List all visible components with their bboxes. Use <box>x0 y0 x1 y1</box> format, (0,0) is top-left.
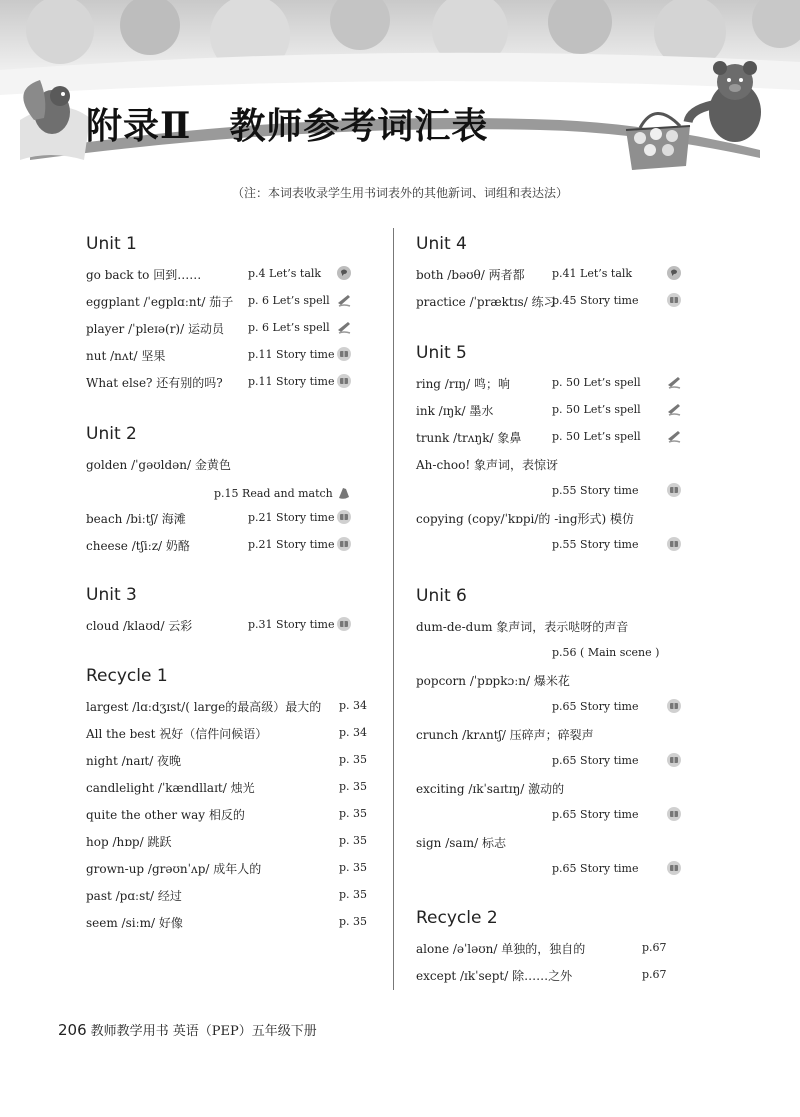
story-icon <box>666 806 682 822</box>
page-reference: p.41 Let’s talk <box>552 267 633 280</box>
section-heading: Unit 5 <box>416 343 467 363</box>
talk-icon <box>666 265 682 281</box>
section-heading: Unit 4 <box>416 234 467 254</box>
vocab-entry: seem /siːm/ 好像 <box>86 916 183 930</box>
vocab-entry: dum-de-dum 象声词，表示哒呀的声音 <box>416 620 629 634</box>
spell-icon <box>666 401 682 417</box>
vocab-entry: cheese /tʃiːz/ 奶酪 <box>86 539 190 553</box>
page-reference: p. 50 Let’s spell <box>552 376 641 389</box>
spell-icon <box>336 292 352 308</box>
spell-icon <box>336 319 352 335</box>
page-reference: p. 35 <box>339 807 368 820</box>
spell-icon <box>666 374 682 390</box>
vocab-entry: copying (copy/ˈkɒpi/的 -ing形式) 模仿 <box>416 512 635 526</box>
page-reference: p.65 Story time <box>552 700 639 713</box>
vocab-entry: ink /ɪŋk/ 墨水 <box>416 404 494 418</box>
vocab-entry: crunch /krʌntʃ/ 压碎声；碎裂声 <box>416 728 594 742</box>
page-reference: p.21 Story time <box>248 538 335 551</box>
vocab-entry: exciting /ɪkˈsaɪtɪŋ/ 激动的 <box>416 782 565 796</box>
section-heading: Recycle 2 <box>416 908 498 928</box>
page-reference: p.15 Read and match <box>214 487 333 500</box>
vocab-entry: night /naɪt/ 夜晚 <box>86 754 182 768</box>
page-reference: p. 50 Let’s spell <box>552 403 641 416</box>
page-reference: p.11 Story time <box>248 375 335 388</box>
page-reference: p. 6 Let’s spell <box>248 294 330 307</box>
vocab-entry: sign /saɪn/ 标志 <box>416 836 507 850</box>
vocab-entry: quite the other way 相反的 <box>86 808 245 822</box>
story-icon <box>336 616 352 632</box>
page-reference: p. 6 Let’s spell <box>248 321 330 334</box>
vocab-entry: go back to 回到…… <box>86 268 202 282</box>
story-icon <box>336 509 352 525</box>
vocab-entry: All the best 祝好（信件问候语） <box>86 727 268 741</box>
page-reference: p.55 Story time <box>552 538 639 551</box>
vocab-entry: popcorn /ˈpɒpkɔːn/ 爆米花 <box>416 674 570 688</box>
section-heading: Recycle 1 <box>86 666 168 686</box>
footer-text: 教师教学用书 英语（PEP）五年级下册 <box>90 1024 317 1039</box>
page-reference: p.45 Story time <box>552 294 639 307</box>
vocab-entry: except /ɪkˈsept/ 除……之外 <box>416 969 573 983</box>
page-reference: p. 35 <box>339 780 368 793</box>
page-reference: p.4 Let’s talk <box>248 267 322 280</box>
page-reference: p.56 ( Main scene ) <box>552 646 660 659</box>
vocab-entry: cloud /klaʊd/ 云彩 <box>86 619 193 633</box>
page-number: 206 <box>58 1021 87 1039</box>
page-reference: p. 35 <box>339 834 368 847</box>
section-heading: Unit 3 <box>86 585 137 605</box>
vocab-entry: golden /ˈgəʊldən/ 金黄色 <box>86 458 231 472</box>
vocab-entry: alone /əˈləʊn/ 单独的，独自的 <box>416 942 586 956</box>
column-divider <box>393 228 394 990</box>
vocab-entry: player /ˈpleɪə(r)/ 运动员 <box>86 322 224 336</box>
page-reference: p.31 Story time <box>248 618 335 631</box>
page-reference: p. 35 <box>339 888 368 901</box>
vocab-entry: nut /nʌt/ 坚果 <box>86 349 166 363</box>
page-reference: p.67 <box>642 968 667 981</box>
page-footer <box>58 1020 317 1039</box>
section-heading: Unit 2 <box>86 424 137 444</box>
page-reference: p.21 Story time <box>248 511 335 524</box>
page-reference: p. 35 <box>339 915 368 928</box>
appendix-label: 附录Ⅱ <box>86 105 192 147</box>
vocab-entry: past /pɑːst/ 经过 <box>86 889 182 903</box>
vocab-entry: trunk /trʌŋk/ 象鼻 <box>416 431 522 445</box>
title-text: 教师参考词汇表 <box>229 105 489 147</box>
vocab-entry: eggplant /ˈegplɑːnt/ 茄子 <box>86 295 234 309</box>
page-reference: p. 35 <box>339 753 368 766</box>
page-reference: p.55 Story time <box>552 484 639 497</box>
story-icon <box>336 373 352 389</box>
story-icon <box>666 698 682 714</box>
vocab-entry: ring /rɪŋ/ 鸣；响 <box>416 377 511 391</box>
story-icon <box>336 536 352 552</box>
page-title <box>86 98 488 149</box>
page-reference: p. 35 <box>339 861 368 874</box>
section-heading: Unit 1 <box>86 234 137 254</box>
page-reference: p. 34 <box>339 726 368 739</box>
read-icon <box>336 485 352 501</box>
story-icon <box>666 292 682 308</box>
header-note: （注：本词表收录学生用书词表外的其他新词、词组和表达法） <box>231 186 568 200</box>
vocab-entry: hop /hɒp/ 跳跃 <box>86 835 172 849</box>
page-reference: p.67 <box>642 941 667 954</box>
story-icon <box>666 482 682 498</box>
page-reference: p.65 Story time <box>552 862 639 875</box>
vocab-entry: largest /lɑːdʒɪst/( large的最高级）最大的 <box>86 700 322 714</box>
page-reference: p.11 Story time <box>248 348 335 361</box>
story-icon <box>336 346 352 362</box>
spell-icon <box>666 428 682 444</box>
section-heading: Unit 6 <box>416 586 467 606</box>
talk-icon <box>336 265 352 281</box>
vocab-entry: grown-up /grəʊnˈʌp/ 成年人的 <box>86 862 262 876</box>
vocab-entry: beach /biːtʃ/ 海滩 <box>86 512 186 526</box>
vocab-entry: practice /ˈpræktɪs/ 练习 <box>416 295 556 309</box>
page-reference: p. 50 Let’s spell <box>552 430 641 443</box>
story-icon <box>666 860 682 876</box>
story-icon <box>666 752 682 768</box>
vocab-entry: candlelight /ˈkændllaɪt/ 烛光 <box>86 781 255 795</box>
vocab-entry: What else? 还有别的吗? <box>86 376 223 390</box>
story-icon <box>666 536 682 552</box>
basket-icon <box>626 113 690 170</box>
page-reference: p.65 Story time <box>552 808 639 821</box>
page-reference: p.65 Story time <box>552 754 639 767</box>
vocab-entry: Ah-choo! 象声词，表惊讶 <box>416 458 558 472</box>
vocab-entry: both /bəʊθ/ 两者都 <box>416 268 525 282</box>
page-reference: p. 34 <box>339 699 368 712</box>
